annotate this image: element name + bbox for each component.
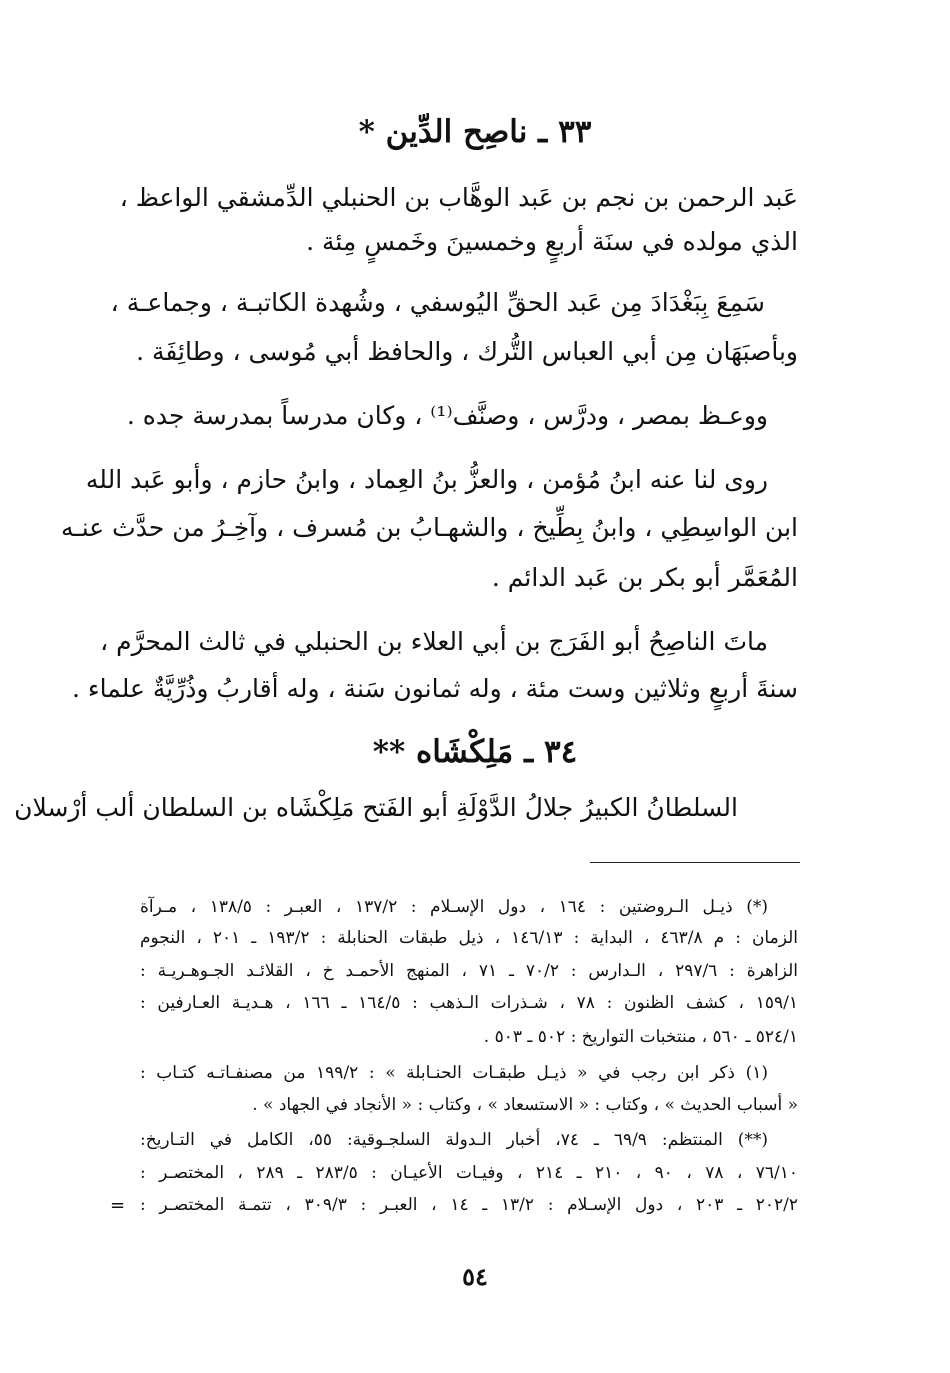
footnote-line-2: الزمان : م ٤٦٣/٨ ، البداية : ١٤٦/١٣ ، ذيل طبقات الحنابلة : ١٩٣/٢ ـ ٢٠١ ، النجوم — [140, 928, 799, 948]
page-number: ٥٤ — [462, 1262, 488, 1291]
entry-34-heading: ٣٤ ـ مَلِكْشَاه ** — [372, 734, 578, 770]
footnote-line-10: ٢٠٢/٢ ـ ٢٠٣ ، دول الإسـلام : ١٣/٢ ـ ١٤ ، العبـر : ٣٠٩/٣ ، تتمـة المختصـر : — [140, 1195, 798, 1215]
footnote-line-8: (**) المنتظم: ٦٩/٩ ـ ٧٤، أخبار الـدولة السلجـوقية: ٥٥، الكامل في التـاريخ: — [140, 1130, 768, 1150]
continuation-mark: = — [110, 1195, 126, 1216]
footnote-line-4: ١٥٩/١ ، كشف الظنون : ٧٨ ، شـذرات الـذهب : ١٦٤/٥ ـ ١٦٦ ، هـديـة العـارفين : — [140, 993, 798, 1013]
footnote-line-5: ٥٢٤/١ ـ ٥٦٠ ، منتخبات التواريخ : ٥٠٢ ـ ٥٠٣ . — [483, 1027, 798, 1047]
footnote-line-7: « أسباب الحديث » ، وكتاب : « الاستسعاد » ، وكتاب : « الأنجاد في الجهاد » . — [252, 1095, 798, 1115]
entry-33-line-9: ماتَ الناصِحُ أبو الفَرَج بن أبي العلاء بن الحنبلي في ثالث المحرَّم ، — [100, 627, 768, 656]
entry-33-line-1: عَبد الرحمن بن نجم بن عَبد الوهَّاب بن الحنبلي الدِّمشقي الواعظ ، — [119, 183, 798, 212]
entry-34-line-1: السلطانُ الكبيرُ جلالُ الدَّوْلَةِ أبو الفَتح مَلِكْشَاه بن السلطان ألب أرْسلان — [14, 793, 738, 822]
entry-33-line-2: الذي مولده في سنَة أربعٍ وخمسينَ وخَمسٍ مِئة . — [306, 227, 798, 256]
footnote-line-3: الزاهرة : ٢٩٧/٦ ، الـدارس : ٧٠/٢ ـ ٧١ ، المنهج الأحمـد خ ، القلائـد الجـوهـريـة : — [140, 961, 799, 981]
entry-33-line-3: سَمِعَ بِبَغْدَادَ مِن عَبد الحقِّ اليُوسفي ، وشُهدة الكاتبـة ، وجماعـة ، — [110, 288, 765, 317]
entry-33-line-10: سنةَ أربعٍ وثلاثين وست مئة ، وله ثمانون سَنة ، وله أقاربُ وذُرِّيَّةٌ علماء . — [71, 674, 798, 703]
entry-33-line-7: ابن الواسِطِي ، وابنُ بِطِّيخ ، والشهـابُ بن مُسرف ، وآخِـرُ من حدَّث عنـه — [61, 513, 798, 542]
footnote-line-9: ٧٦/١٠ ، ٧٨ ، ٩٠ ، ٢١٠ ـ ٢١٤ ، وفيـات الأعيـان : ٢٨٣/٥ ـ ٢٨٩ ، المختصـر : — [140, 1163, 798, 1183]
entry-33-line-6: روى لنا عنه ابنُ مُؤمن ، والعزُّ بنُ العِماد ، وابنُ حازم ، وأبو عَبد الله — [85, 465, 768, 494]
entry-33-line-4: وبأصبَهَان مِن أبي العباس التُّرك ، والحافظ أبي مُوسى ، وطائِفَة . — [136, 337, 798, 366]
entry-33-line-8: المُعَمَّر أبو بكر بن عَبد الدائم . — [491, 563, 798, 592]
footnote-separator — [590, 862, 800, 863]
entry-33-line-5: ووعـظ بمصر ، ودرَّس ، وصنَّف⁽¹⁾ ، وكان مدرساً بمدرسة جده . — [126, 401, 768, 430]
footnote-line-6: (١) ذكر ابن رجب في « ذيـل طبقـات الحنـابلة » : ١٩٩/٢ من مصنفـاتـه كتـاب : — [140, 1063, 768, 1083]
footnote-line-1: (*) ذيـل الـروضتين : ١٦٤ ، دول الإسـلام : ١٣٧/٢ ، العبـر : ١٣٨/٥ ، مـرآة — [140, 897, 768, 917]
entry-33-heading: ٣٣ ـ ناصِح الدِّين * — [358, 114, 592, 150]
